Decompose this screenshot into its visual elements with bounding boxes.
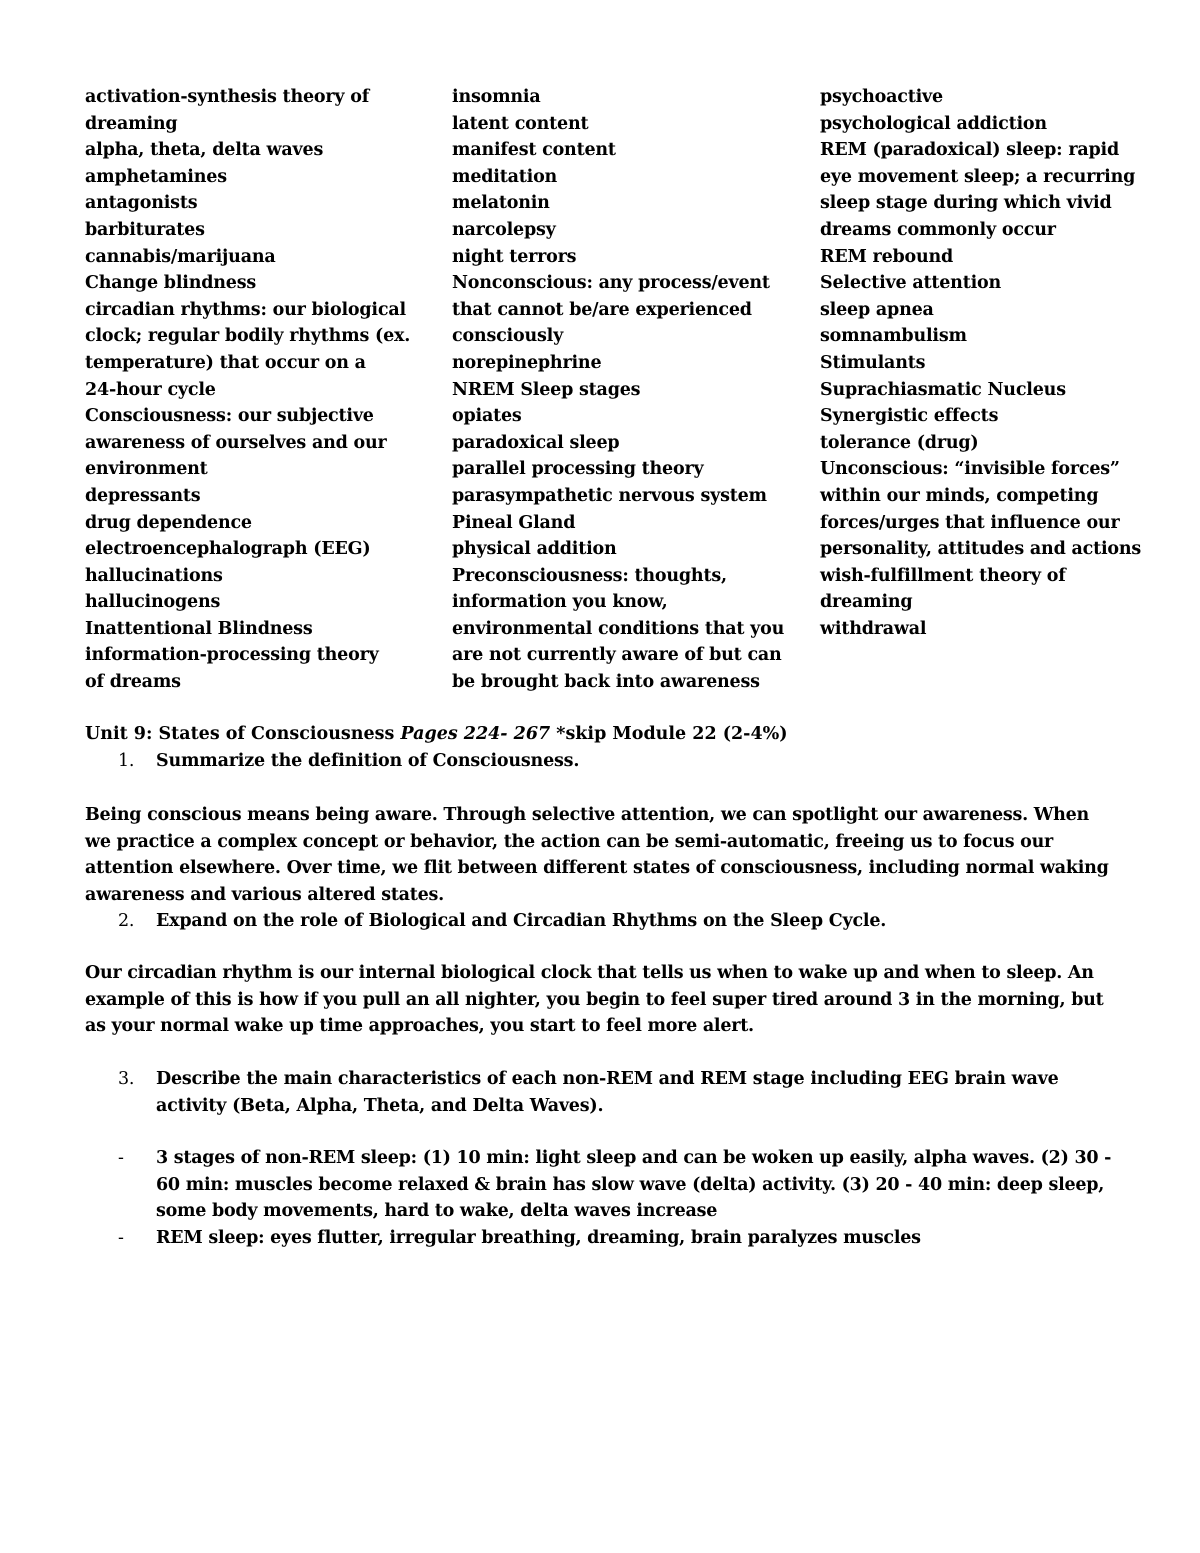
glossary-term: Selective attention xyxy=(820,273,1002,294)
glossary-term: meditation xyxy=(452,166,558,187)
question-1 xyxy=(85,748,1120,775)
glossary-term: temperature) that occur on a xyxy=(85,352,366,373)
glossary-term: paradoxical sleep xyxy=(452,432,620,453)
glossary-term: REM rebound xyxy=(820,246,954,267)
glossary-term: psychoactive xyxy=(820,87,943,107)
glossary-term: consciously xyxy=(452,326,564,347)
glossary-term: are not currently aware of but can xyxy=(452,645,782,666)
glossary-term: dreaming xyxy=(820,592,913,613)
glossary-column-2 xyxy=(452,84,792,696)
unit-title: Unit 9: States of Consciousness xyxy=(85,724,401,744)
bullet-text: 3 stages of non-REM sleep: (1) 10 min: light sleep and can be woken up easily, alpha waves. (2) 30 - 60 min: muscles become relaxed & brain has slow wave (delta) activity. (3) 20 - 40 min: deep sleep, some body movements, hard to wake, delta waves increase xyxy=(156,1148,1112,1221)
unit-heading xyxy=(85,721,1120,748)
glossary-term: 24-hour cycle xyxy=(85,379,216,400)
glossary-term: physical addition xyxy=(452,539,617,560)
glossary-term: depressants xyxy=(85,485,201,506)
glossary-term: within our minds, competing xyxy=(820,485,1099,506)
glossary-term: awareness of ourselves and our xyxy=(85,432,387,453)
glossary-term: Pineal Gland xyxy=(452,512,576,533)
question-text: Describe the main characteristics of each non-REM and REM stage including EEG brain wave activity (Beta, Alpha, Theta, and Delta Waves). xyxy=(156,1069,1059,1116)
glossary-term: REM (paradoxical) sleep: rapid xyxy=(820,140,1120,161)
bullet-item xyxy=(85,1145,1120,1225)
glossary-term: insomnia xyxy=(452,87,541,107)
glossary-term: eye movement sleep; a recurring xyxy=(820,166,1136,187)
answer-1: Being conscious means being aware. Through selective attention, we can spotlight our awareness. When we practice a complex concept or behavior, the action can be semi-automatic, freeing us to focus our attention elsewhere. Over time, we flit between different states of consciousness, including normal waking awareness and various altered states. xyxy=(85,805,1109,905)
glossary-term: information-processing theory xyxy=(85,645,379,666)
glossary-term: hallucinations xyxy=(85,565,223,586)
glossary-term: Preconsciousness: thoughts, xyxy=(452,565,727,586)
question-text: Summarize the definition of Consciousness. xyxy=(156,751,580,771)
glossary-term: circadian rhythms: our biological xyxy=(85,299,406,320)
glossary-term: withdrawal xyxy=(820,618,927,639)
unit-skip-note: *skip Module 22 (2-4%) xyxy=(550,724,788,744)
glossary-column-1 xyxy=(85,84,415,696)
glossary-term: environment xyxy=(85,459,208,480)
glossary-term: NREM Sleep stages xyxy=(452,379,641,400)
glossary-term: sleep apnea xyxy=(820,299,934,320)
glossary-term: environmental conditions that you xyxy=(452,618,785,639)
glossary-column-3 xyxy=(820,84,1142,642)
answer-2: Our circadian rhythm is our internal biological clock that tells us when to wake up and when to sleep. An example of this is how if you pull an all nighter, you begin to feel super tired around 3 in the morning, but as your normal wake up time approaches, you start to feel more alert. xyxy=(85,963,1104,1036)
glossary-term: that cannot be/are experienced xyxy=(452,299,752,320)
glossary-term: clock; regular bodily rhythms (ex. xyxy=(85,326,411,347)
bullet-dash: - xyxy=(118,1228,124,1248)
question-number: 2. xyxy=(118,911,135,931)
glossary-term: somnambulism xyxy=(820,326,967,347)
glossary-term: hallucinogens xyxy=(85,592,221,613)
glossary-term: sleep stage during which vivid xyxy=(820,193,1112,214)
glossary-term: Change blindness xyxy=(85,273,257,294)
bullet-dash: - xyxy=(118,1148,124,1168)
glossary-term: latent content xyxy=(452,113,589,134)
bullet-text: REM sleep: eyes flutter, irregular breathing, dreaming, brain paralyzes muscles xyxy=(156,1228,921,1248)
glossary-term: personality, attitudes and actions xyxy=(820,539,1142,560)
glossary-term: wish-fulfillment theory of xyxy=(820,565,1066,586)
question-number: 3. xyxy=(118,1069,135,1089)
bullet-item xyxy=(85,1225,1120,1252)
glossary-term: antagonists xyxy=(85,193,198,214)
glossary-term: Suprachiasmatic Nucleus xyxy=(820,379,1066,400)
glossary-term: opiates xyxy=(452,406,522,427)
glossary-term: information you know, xyxy=(452,592,668,613)
glossary-term: night terrors xyxy=(452,246,577,267)
question-2 xyxy=(85,908,1120,935)
glossary-term: melatonin xyxy=(452,193,550,214)
glossary-term: activation-synthesis theory of xyxy=(85,87,370,107)
glossary-term: drug dependence xyxy=(85,512,252,533)
glossary-term: barbiturates xyxy=(85,219,205,240)
glossary-term: parallel processing theory xyxy=(452,459,704,480)
glossary-term: amphetamines xyxy=(85,166,227,187)
glossary-term: manifest content xyxy=(452,140,616,161)
question-text: Expand on the role of Biological and Circadian Rhythms on the Sleep Cycle. xyxy=(156,911,887,931)
glossary-term: dreams commonly occur xyxy=(820,219,1056,240)
glossary-term: narcolepsy xyxy=(452,219,556,240)
question-number: 1. xyxy=(118,751,135,771)
glossary-term: parasympathetic nervous system xyxy=(452,485,767,506)
glossary-term: Inattentional Blindness xyxy=(85,618,313,639)
glossary-term: Nonconscious: any process/event xyxy=(452,273,770,294)
glossary-term: forces/urges that influence our xyxy=(820,512,1120,533)
glossary-term: Unconscious: “invisible forces” xyxy=(820,459,1120,480)
glossary-term: Synergistic effects xyxy=(820,406,999,427)
glossary-term: cannabis/marijuana xyxy=(85,246,276,267)
glossary-term: tolerance (drug) xyxy=(820,432,979,453)
glossary-term: be brought back into awareness xyxy=(452,672,760,693)
glossary-term: Stimulants xyxy=(820,352,926,373)
glossary-term: of dreams xyxy=(85,672,181,693)
unit-pages: Pages 224- 267 xyxy=(400,724,551,744)
glossary-term: electroencephalograph (EEG) xyxy=(85,539,371,560)
glossary-term: norepinephrine xyxy=(452,352,602,373)
question-3 xyxy=(85,1066,1120,1120)
glossary-term: psychological addiction xyxy=(820,113,1047,134)
glossary-term: dreaming xyxy=(85,113,178,134)
glossary-term: alpha, theta, delta waves xyxy=(85,140,324,161)
glossary-term: Consciousness: our subjective xyxy=(85,406,374,427)
